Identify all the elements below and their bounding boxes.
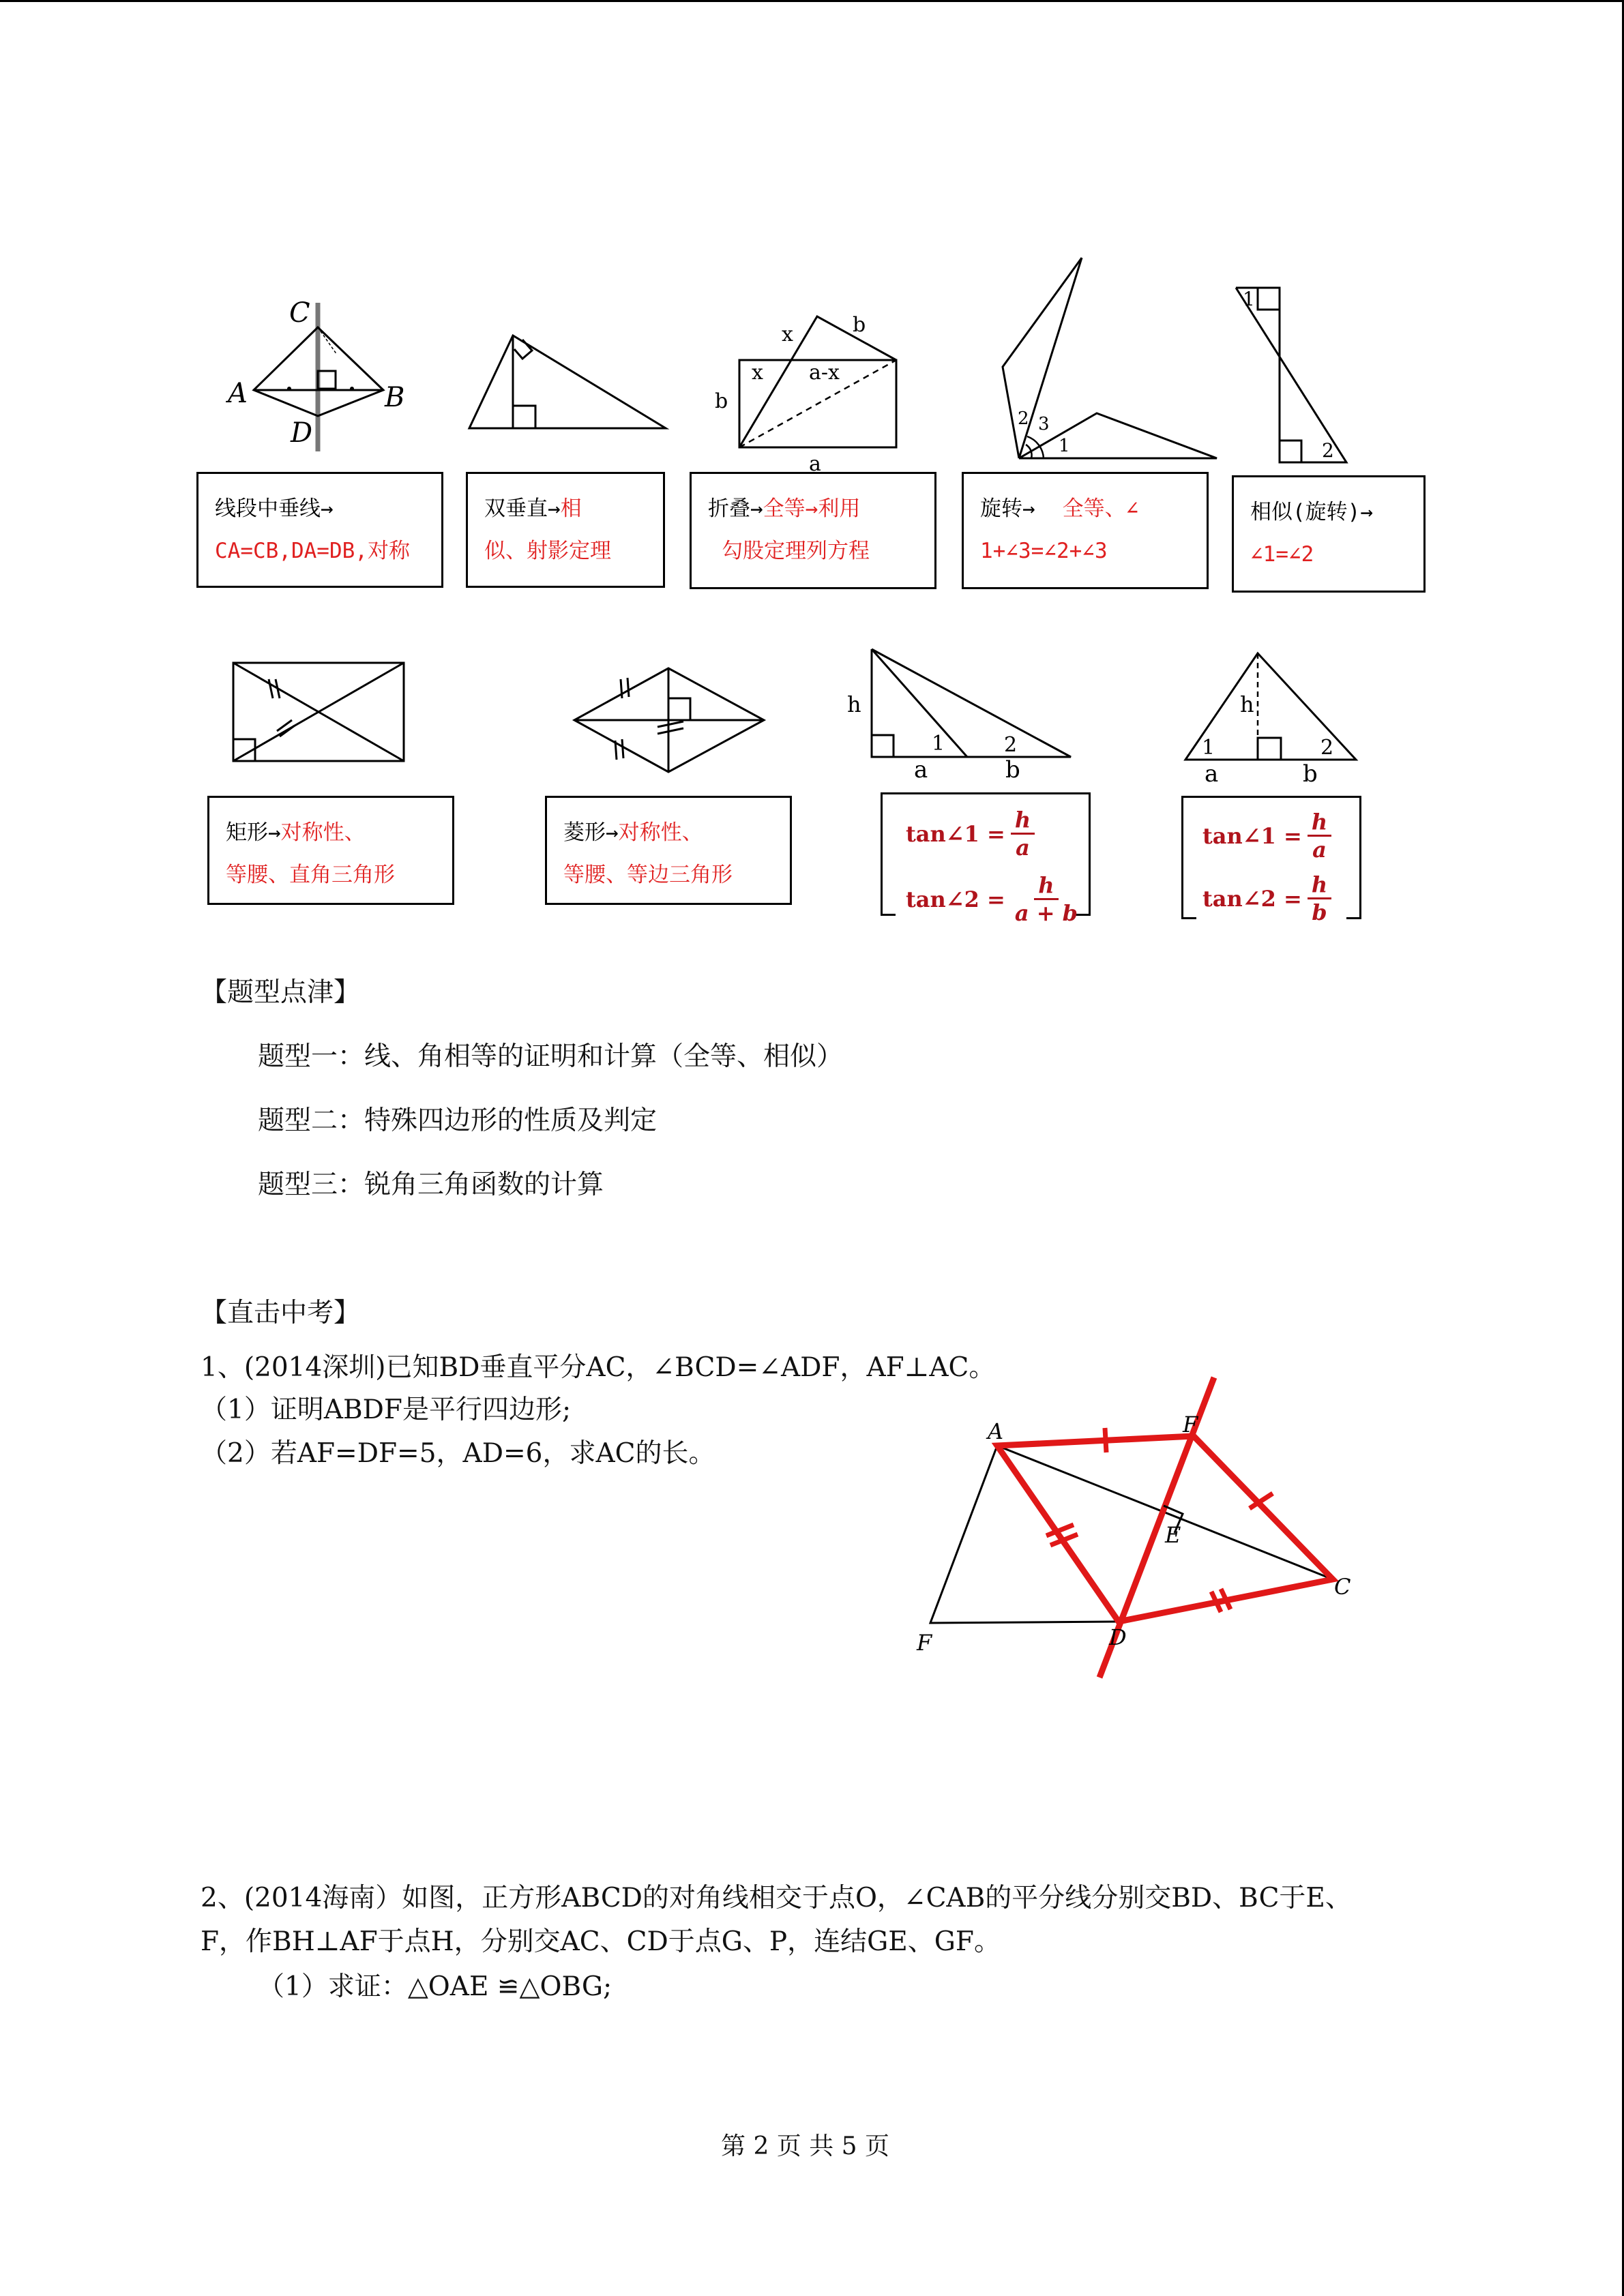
concept-box-double-perpendicular xyxy=(466,472,665,588)
label-tan1-b: b xyxy=(1005,756,1020,784)
folding-rectangle-diagram xyxy=(709,307,914,477)
label-angle-3: 3 xyxy=(1038,414,1050,434)
q1-part2: （2）若AF=DF=5，AD=6，求AC的长。 xyxy=(201,1438,715,1469)
q2-part1: （1）求证：△OAE ≌△OBG; xyxy=(258,1971,612,2002)
concept-box-similar xyxy=(1232,475,1426,593)
label-q1-e: E xyxy=(1165,1522,1181,1548)
label-q1-f-top: F xyxy=(1183,1412,1198,1437)
label-tan2-h: h xyxy=(1240,691,1254,717)
concept-text: 旋转→ xyxy=(980,496,1035,521)
concept-text-red: 相 xyxy=(560,496,582,521)
label-tan1-a: a xyxy=(914,756,928,784)
label-angle-2: 2 xyxy=(1018,408,1029,429)
tan1-formula: tan∠1 = $\frac{h}{a}$ xyxy=(1202,809,1331,863)
label-tan1-angle-2: 2 xyxy=(1004,733,1018,757)
concept-box-folding xyxy=(690,472,936,589)
label-angle-1: 1 xyxy=(1059,436,1070,456)
label-q1-f: F xyxy=(917,1630,932,1656)
tip-item-1: 题型一：线、角相等的证明和计算（全等、相似） xyxy=(258,1041,844,1072)
label-x-inner: x xyxy=(752,361,763,385)
label-sim-angle-2: 2 xyxy=(1322,439,1334,462)
q1-stem: 1、(2014深圳)已知BD垂直平分AC，∠BCD=∠ADF，AF⊥AC。 xyxy=(201,1352,996,1383)
tan2-formula: tan∠2 = $\frac{h}{b}$ xyxy=(1202,871,1331,925)
label-sim-angle-1: 1 xyxy=(1243,288,1255,310)
concept-box-perp-bisector xyxy=(196,472,443,588)
tan2-formula: tan∠2 = $\frac{h}{a + b}$ xyxy=(906,872,1078,926)
label-tan1-angle-1: 1 xyxy=(932,732,945,756)
rhombus-diagram xyxy=(566,661,771,777)
rectangle-diagram xyxy=(225,655,409,771)
perp-bisector-diagram xyxy=(218,293,416,457)
label-tan1-h: h xyxy=(847,691,861,717)
concept-text-red: 对称性、 xyxy=(618,820,703,845)
double-perpendicular-diagram xyxy=(464,327,675,436)
label-x-top: x xyxy=(782,323,793,346)
tan-triangle-1-diagram xyxy=(839,641,1084,784)
concept-text: 线段中垂线→ xyxy=(215,496,334,521)
rotation-diagram xyxy=(996,252,1235,471)
concept-text-red: 等腰、等边三角形 xyxy=(563,863,733,887)
page-footer: 第 2 页 共 5 页 xyxy=(721,2132,890,2160)
q1-part1: （1）证明ABDF是平行四边形; xyxy=(201,1395,572,1425)
q1-parallelogram-figure xyxy=(900,1364,1364,1684)
concept-box-rotation xyxy=(962,472,1209,589)
label-tan2-b: b xyxy=(1303,760,1318,788)
tan1-formula: tan∠1 = $\frac{h}{a}$ xyxy=(906,807,1035,861)
page-edge-top xyxy=(0,0,1624,2)
concept-text: 相似(旋转)→ xyxy=(1250,500,1373,524)
concept-text-red: 似、射影定理 xyxy=(484,539,611,563)
label-c: C xyxy=(289,297,310,329)
label-b: B xyxy=(385,382,405,413)
similar-triangles-diagram xyxy=(1228,280,1364,471)
concept-text-red: ∠1=∠2 xyxy=(1250,542,1314,567)
label-tan2-angle-2: 2 xyxy=(1320,736,1334,760)
label-a: A xyxy=(228,378,248,409)
concept-text-red: 全等、∠ xyxy=(1062,496,1139,521)
label-a-minus-x: a-x xyxy=(809,361,840,385)
label-tan2-angle-1: 1 xyxy=(1202,736,1215,760)
tan-formula-box-1 xyxy=(881,792,1091,926)
label-a-bottom: a xyxy=(809,452,821,476)
q2-line2: F，作BH⊥AF于点H，分别交AC、CD于点G、P，连结GE、GF。 xyxy=(201,1926,1001,1957)
tan-triangle-2-diagram xyxy=(1173,648,1364,788)
exam-heading: 【直击中考】 xyxy=(201,1298,361,1328)
concept-text: 菱形→ xyxy=(563,820,619,845)
label-tan2-a: a xyxy=(1205,760,1219,788)
concept-text-red: 1+∠3=∠2+∠3 xyxy=(980,539,1108,563)
label-q1-a: A xyxy=(988,1418,1004,1444)
tip-item-2: 题型二：特殊四边形的性质及判定 xyxy=(258,1105,658,1136)
label-b-left: b xyxy=(715,389,728,413)
concept-text-red: CA=CB,DA=DB,对称 xyxy=(215,539,410,563)
concept-text: 折叠→ xyxy=(708,496,763,521)
label-q1-d: D xyxy=(1109,1624,1127,1650)
concept-text-red: 全等→利用 xyxy=(763,496,861,521)
tips-heading: 【题型点津】 xyxy=(201,977,361,1008)
concept-text-red: 等腰、直角三角形 xyxy=(226,863,395,887)
concept-box-rhombus xyxy=(545,796,792,905)
label-b-top: b xyxy=(853,313,866,337)
label-q1-c: C xyxy=(1334,1574,1351,1600)
tip-item-3: 题型三：锐角三角函数的计算 xyxy=(258,1169,604,1200)
concept-text-red: 对称性、 xyxy=(280,820,366,845)
tan-formula-box-2 xyxy=(1181,796,1361,925)
concept-text-red: 勾股定理列方程 xyxy=(722,539,870,563)
concept-text: 双垂直→ xyxy=(484,496,561,521)
concept-text: 矩形→ xyxy=(226,820,281,845)
q2-line1: 2、(2014海南）如图，正方形ABCD的对角线相交于点O，∠CAB的平分线分别交BD、BC于E、 xyxy=(201,1883,1352,1913)
label-d: D xyxy=(291,417,313,449)
concept-box-rectangle xyxy=(207,796,454,905)
